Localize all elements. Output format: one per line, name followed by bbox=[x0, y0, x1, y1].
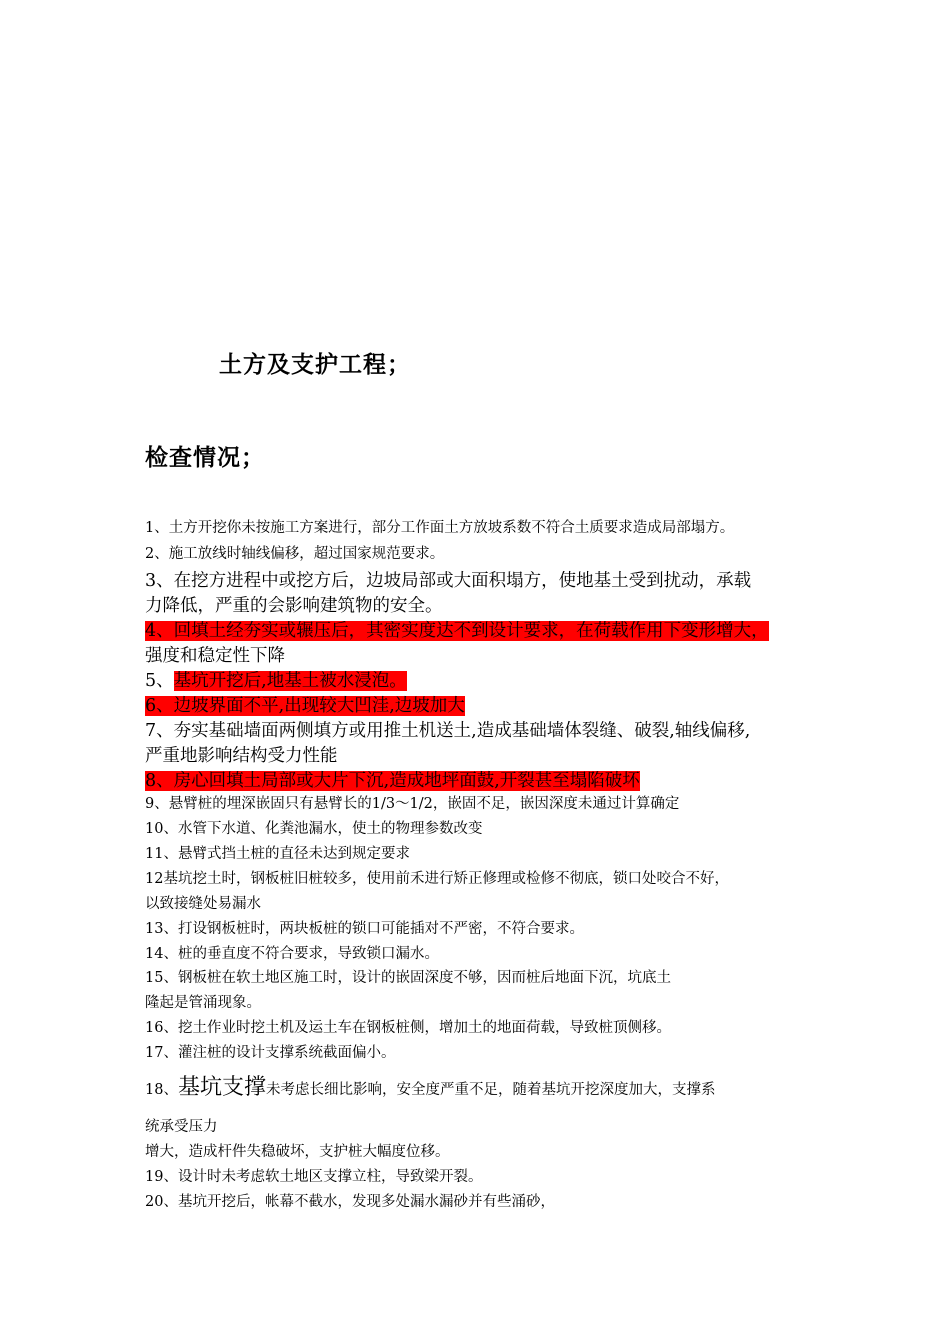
highlighted-text: 基坑开挖后,地基土被水浸泡。 bbox=[173, 671, 407, 691]
item-18-number: 18、 bbox=[145, 1082, 178, 1098]
item-8 bbox=[145, 769, 640, 793]
highlighted-text: 4、回填土经夯实或辗压后，其密实度达不到设计要求，在荷载作用下变形增大， bbox=[145, 621, 769, 641]
item-3-line-1: 3、在挖方进程中或挖方后，边坡局部或大面积塌方，使地基土受到扰动，承载 bbox=[145, 571, 752, 591]
highlighted-text: 8、房心回填土局部或大片下沉,造成地坪面鼓,开裂甚至塌陷破坏 bbox=[145, 771, 640, 791]
item-19: 19、设计时未考虑软土地区支撑立柱，导致梁开裂。 bbox=[145, 1169, 483, 1185]
item-3-line-2: 力降低，严重的会影响建筑物的安全。 bbox=[145, 596, 443, 616]
item-4-line-2: 强度和稳定性下降 bbox=[145, 646, 285, 666]
item-18-line-3: 增大，造成杆件失稳破坏，支护桩大幅度位移。 bbox=[145, 1144, 450, 1160]
item-16: 16、挖土作业时挖土机及运土车在钢板桩侧，增加土的地面荷载，导致桩顶侧移。 bbox=[145, 1020, 671, 1036]
item-13: 13、打设钢板桩时，两块板桩的锁口可能插对不严密，不符合要求。 bbox=[145, 921, 584, 937]
item-20: 20、基坑开挖后，帐幕不截水，发现多处漏水漏砂并有些涌砂， bbox=[145, 1194, 555, 1210]
item-15-line-1: 15、钢板桩在软土地区施工时，设计的嵌固深度不够，因而桩后地面下沉，坑底土 bbox=[145, 970, 671, 986]
item-18-line-2: 统承受压力 bbox=[145, 1119, 218, 1135]
item-2: 2、施工放线时轴线偏移，超过国家规范要求。 bbox=[145, 546, 445, 562]
item-4-line-1 bbox=[145, 619, 769, 643]
item-17: 17、灌注桩的设计支撑系统截面偏小。 bbox=[145, 1045, 396, 1061]
item-12-line-2: 以致接缝处易漏水 bbox=[145, 896, 261, 912]
item-5 bbox=[145, 669, 407, 693]
item-7-line-1: 7、夯实基础墙面两侧填方或用推土机送土,造成基础墙体裂缝、破裂,轴线偏移, bbox=[145, 721, 751, 741]
section-title: 土方及支护工程； bbox=[219, 352, 411, 378]
item-6 bbox=[145, 694, 465, 718]
item-10: 10、水管下水道、化粪池漏水，使土的物理参数改变 bbox=[145, 821, 483, 837]
item-11: 11、悬臂式挡土桩的直径未达到规定要求 bbox=[145, 846, 410, 862]
item-9: 9、悬臂桩的埋深嵌固只有悬臂长的1/3～1/2，嵌固不足，嵌因深度未通过计算确定 bbox=[145, 796, 680, 812]
item-15-line-2: 隆起是管涌现象。 bbox=[145, 995, 261, 1011]
item-18-term: 基坑支撑 bbox=[177, 1075, 266, 1100]
item-12-line-1: 12基坑挖土时，钢板桩旧桩较多，使用前禾进行矫正修理或检修不彻底，锁口处咬合不好， bbox=[145, 871, 729, 887]
item-18-line-1 bbox=[145, 1075, 716, 1100]
item-1: 1、土方开挖你未按施工方案进行，部分工作面土方放坡系数不符合土质要求造成局部塌方。 bbox=[145, 520, 735, 536]
item-5-number: 5、 bbox=[145, 671, 174, 691]
item-14: 14、桩的垂直度不符合要求，导致锁口漏水。 bbox=[145, 946, 439, 962]
highlighted-text: 6、边坡界面不平,出现较大凹洼,边坡加大 bbox=[145, 696, 465, 716]
item-18-text: 未考虑长细比影响，安全度严重不足，随着基坑开挖深度加大，支撑系 bbox=[265, 1082, 716, 1098]
item-7-line-2: 严重地影响结构受力性能 bbox=[145, 746, 338, 766]
inspection-heading: 检查情况； bbox=[145, 445, 265, 471]
